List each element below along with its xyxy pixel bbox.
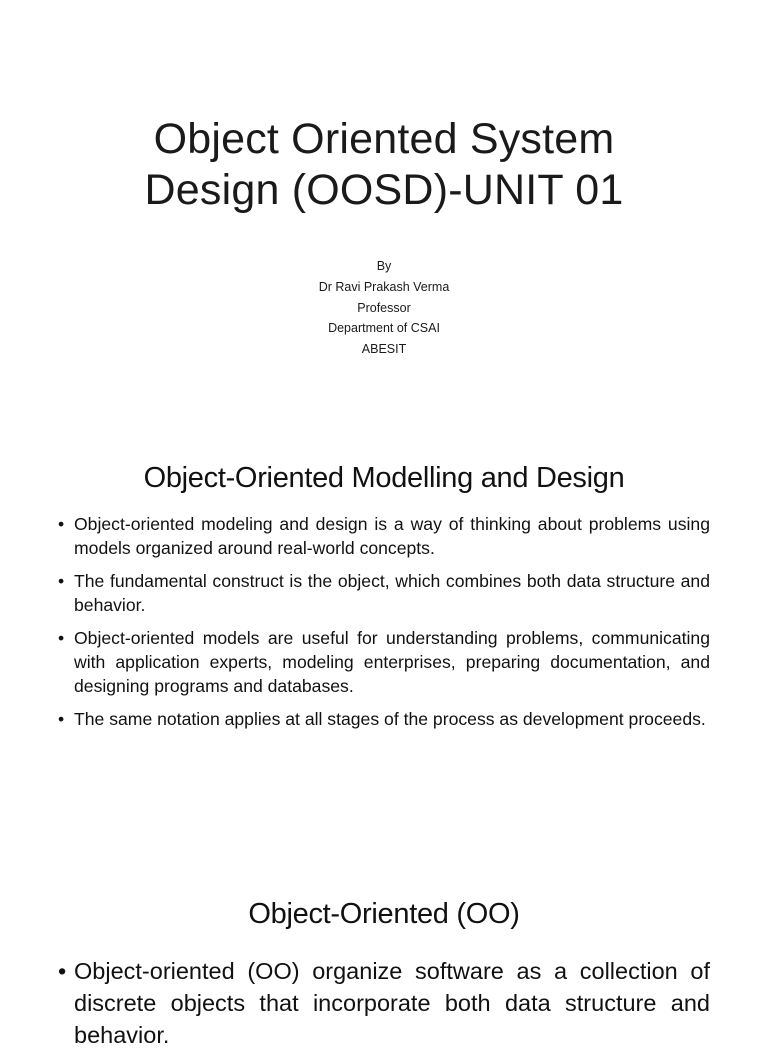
byline-institute: ABESIT	[361, 342, 407, 357]
list-item	[56, 569, 710, 617]
byline-by: By	[376, 259, 392, 273]
slide-title-line-1: Object Oriented System	[153, 115, 615, 163]
slide-heading: Object-Oriented Modelling and Design	[143, 462, 625, 494]
list-item	[56, 512, 710, 560]
list-item-text: Object-oriented modeling and design is a way of thinking about problems using models organized around real-world concepts.	[74, 514, 710, 558]
byline-author-name: Dr Ravi Prakash Verma	[318, 279, 450, 294]
bullet-icon: •	[58, 514, 65, 534]
list-item-text: Object-oriented (OO) organize software as a collection of discrete objects that incorporate both data structure and behavior.	[74, 958, 710, 1048]
bullet-icon: •	[58, 958, 67, 984]
byline-department: Department of CSAI	[328, 321, 440, 336]
list-item-text: The fundamental construct is the object, which combines both data structure and behavior.	[74, 571, 710, 615]
bullet-list	[56, 512, 710, 740]
bullet-icon: •	[58, 628, 65, 648]
bullet-list	[56, 955, 710, 1051]
list-item-text: Object-oriented models are useful for understanding problems, communicating with application experts, modeling enterprises, preparing documentation, and designing programs and databases.	[74, 628, 710, 696]
slide-title-line-2: Design (OOSD)-UNIT 01	[144, 166, 624, 214]
oo-modelling-slide	[0, 420, 768, 850]
author-byline	[0, 256, 768, 360]
byline-designation: Professor	[357, 300, 411, 315]
bullet-icon: •	[58, 571, 65, 591]
slide-heading: Object-Oriented (OO)	[248, 898, 520, 930]
bullet-icon: •	[58, 709, 65, 729]
list-item-text: The same notation applies at all stages of the process as development proceeds.	[74, 709, 706, 729]
list-item	[56, 707, 710, 731]
title-slide	[0, 0, 768, 420]
slide-title	[0, 114, 768, 216]
list-item	[56, 955, 710, 1051]
oo-slide	[0, 850, 768, 1048]
list-item	[56, 626, 710, 698]
